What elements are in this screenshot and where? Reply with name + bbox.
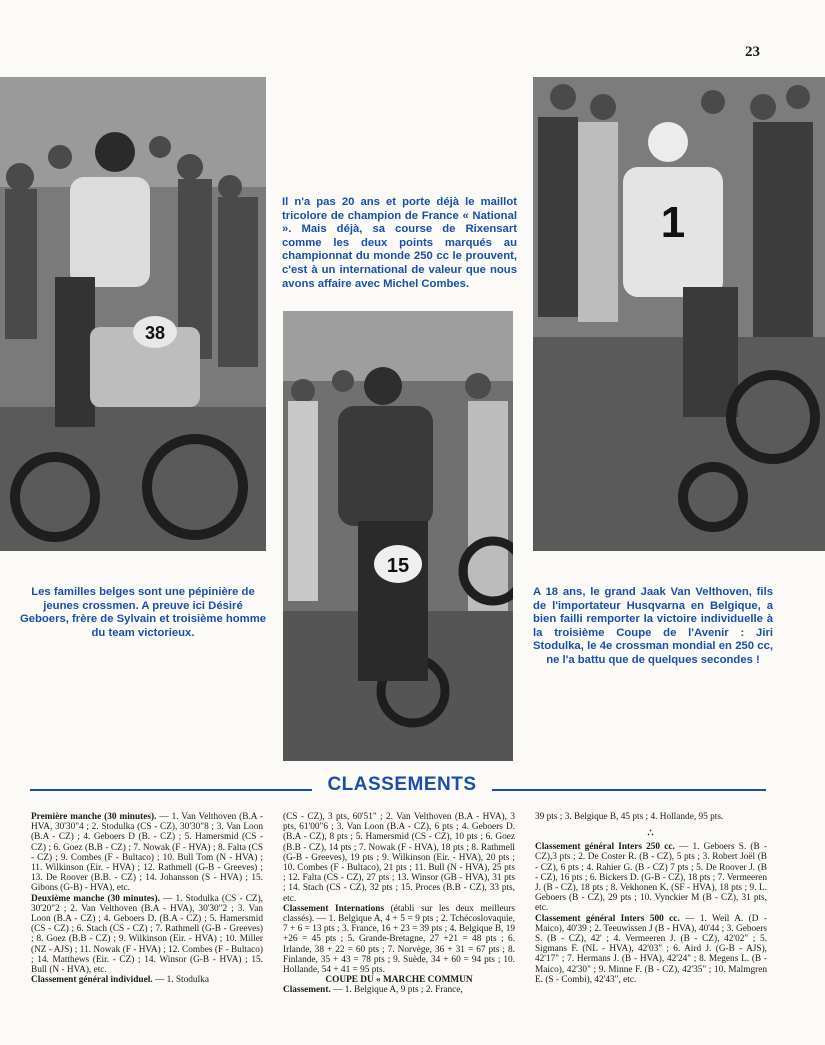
results-individual-start [31,975,263,985]
photo-center-illustration [283,311,513,761]
caption-desire-geboers: Les familles belges sont une pépinière de jeunes crossmen. A preuve ici Désiré Geboers, frère de Sylvain et troisième homme du team victorieux. [19,586,267,639]
first-heat-text: — 1. Van Velthoven (B.A - HVA, 30'30"4 ; 2. Stodulka (CS - CZ), 30'30"8 ; 3. Van Loon (B.A - CZ) ; 4. Geboers D (B. - CZ) ; 5. Hamersmid (CS - CZ) ; 6. Goez (B.B - CZ) ; 7. Nowak (F - HVA) ; 8. Falta (CS - CZ) ; 9. Combes (F - Bultaco) ; 10. Bull Tom (N - HVA) ; 11. Wilkinson (Eir. - HVA) ; 12. Rathmell (G-B - Greeves) ; 13. De Roover (B.B. - CZ) ; 14. Johansson (S - HVA) ; 15. Gibons (G-B) - HVA), etc. [31,812,263,894]
second-heat-text: — 1. Stodulka (CS - CZ), 30'20"2 ; 2. Van Velthoven (B.A - HVA), 30'30"2 ; 3. Van Loon (B.A - CZ) ; 4. Geboers D. (B.A - CZ) ; 5. Hamersmid (CS - CZ) ; 6. Stach (CS - CZ) ; 7. Rathmell (G-B - Greeves) ; 8. Goez (B.B - CZ) ; 9. Wilkinson (Eir. - HVA) ; 10. Miller (NZ - AJS) ; 11. Nowak (F - HVA) ; 12. Combes (F - Bultaco) ; 14. Matthews (Eir. - CZ) ; 14. Winsor (G-B - HVA) ; 15. Bull (N - HVA), etc. [31,893,263,976]
page-number: 23 [745,44,760,60]
photo-left-illustration [0,77,266,551]
individual-text: — 1. Stodulka [152,975,209,986]
cup-classement-text: — 1. Belgique A, 9 pts ; 2. France, [330,985,463,996]
first-heat-heading: Première manche (30 minutes). [31,812,157,822]
cup-classement-heading: Classement. [283,985,331,996]
section-rule-right [492,789,766,791]
second-heat-heading: Deuxième manche (30 minutes). [31,893,160,904]
results-second-heat [31,894,263,976]
cup-continued-text: 39 pts ; 3. Belgique B, 45 pts ; 4. Hollande, 95 pts. [535,812,724,822]
inters-250-heading: Classement général Inters 250 cc. [535,842,675,853]
results-common-market-cup-heading [283,975,515,985]
caption-van-velthoven: A 18 ans, le grand Jaak Van Velthoven, fils de l'importateur Husqvarna en Belgique, a bien failli remporter la victoire individuelle à la troisième Coupe de l'Avenir : Jiri Stodulka, le 4e crossman mondial en 250 cc, ne l'a battu que de quelques secondes ! [533,586,773,666]
results-cup-continued [535,812,767,822]
photo-rider-combes [283,311,513,761]
results-column-2 [283,812,515,996]
photo-rider-geboers [0,77,266,551]
inters-250-text: — 1. Geboers S. (B - CZ),3 pts ; 2. De Coster R. (B - CZ), 5 pts ; 3. Robert Joël (B - CZ), 6 pts ; 4. Rahier G. (B - CZ) 7 pts ; 5. De Roover J. (B - CZ), 16 pts ; 6. Bickers D. (G-B - CZ), 18 pts ; 7. Vermeeren J. (B - CZ), 18 pts ; 8. Vekhonen K. (SF - HVA), 18 pts ; 9. L. Geboers (B - CZ), 29 pts ; 10. Vynckier M (B - CZ), 31 pts, etc. [535,842,767,914]
individual-heading: Classement général individuel. [31,975,153,986]
results-column-1 [31,812,263,985]
rider-number-15: 15 [386,555,410,577]
section-title: CLASSEMENTS [327,774,477,795]
results-internations [283,904,515,975]
rider-number-38: 38 [144,323,166,343]
results-inters-500 [535,914,767,985]
results-common-market-cup [283,985,515,995]
separator-dots: ∴ [647,829,655,840]
rider-number-1: 1 [660,198,686,247]
results-first-heat [31,812,263,894]
internations-heading: Classement Internations [283,903,385,914]
individual-continued-text: (CS - CZ), 3 pts, 60'51" ; 2. Van Velthoven (B.A - HVA), 3 pts, 61'00"6 ; 3. Van Loon (B.A - CZ), 6 pts ; 4. Geboers D. (B.A - CZ), 8 pts ; 5. Hamersmid (CS - CZ), 10 pts ; 6. Goez (B.B - CZ), 14 pts ; 7. Nowak (F - HVA), 18 pts ; 8. Rathmell (G-B - Greeves), 19 pts ; 9. Wilkinson (Eir. - HVA), 20 pts ; 10. Combes (F - Bultaco), 21 pts ; 11. Bull (N - HVA), 25 pts ; 12. Falta (CS - CZ), 27 pts ; 13. Winsor (GB - HVA), 31 pts ; 14. Stach (CS - CZ), 32 pts ; 15. Proces (B.B - CZ), 33 pts, etc. [283,812,515,904]
caption-michel-combes: Il n'a pas 20 ans et porte déjà le maillot tricolore de champion de France « National ». Mais déjà, sa course de Rixensart comme les deux points marqués au championnat du monde 250 cc le prouvent, c'est à un international de valeur que nous avons affaire avec Michel Combes. [282,196,517,290]
inters-500-heading: Classement général Inters 500 cc. [535,913,680,924]
photo-rider-van-velthoven [533,77,825,551]
results-column-3 [535,812,767,985]
internations-text: (établi sur les deux meilleurs classés). — 1. Belgique A, 4 + 5 = 9 pts ; 2. Tchécoslovaquie, 7 + 6 = 13 pts ; 3. France, 16 + 23 = 39 pts ; 4. Belgique B, 19 +26 = 45 pts ; 5. Grande-Bretagne, 27 +21 = 48 pts ; 6. Irlande, 38 + 22 = 60 pts ; 7. Norvège, 36 + 31 = 67 pts ; 8. Finlande, 35 + 43 = 78 pts ; 9. Suède, 34 + 60 = 94 pts ; 10. Hollande, 54 + 41 = 95 pts. [283,903,515,976]
inters-500-text: — 1. Weil A. (D - Maico), 40'39 ; 2. Teeuwissen J (B - HVA), 40'44 ; 3. Geboers S. (B - CZ), 42' ; 4. Vermeeren J. (B - CZ), 42'02" ; 5. Sigmans F. (NL - HVA), 42'03" ; 6. Aird J. (G-B - AJS), 42'17" ; 7. Hermans J. (B - HVA), 42'24" ; 8. Megens L. (B - Maico), 42'30" ; 9. Minne F. (B - CZ), 42'35" ; 10. Malmgren E. (S - Combi), 42'43", etc. [535,913,767,985]
results-individual-continued [283,812,515,904]
photo-right-illustration [533,77,825,551]
common-market-cup-heading: COUPE DU « MARCHE COMMUN [325,975,473,986]
results-inters-250 [535,842,767,913]
section-rule-left [30,789,312,791]
